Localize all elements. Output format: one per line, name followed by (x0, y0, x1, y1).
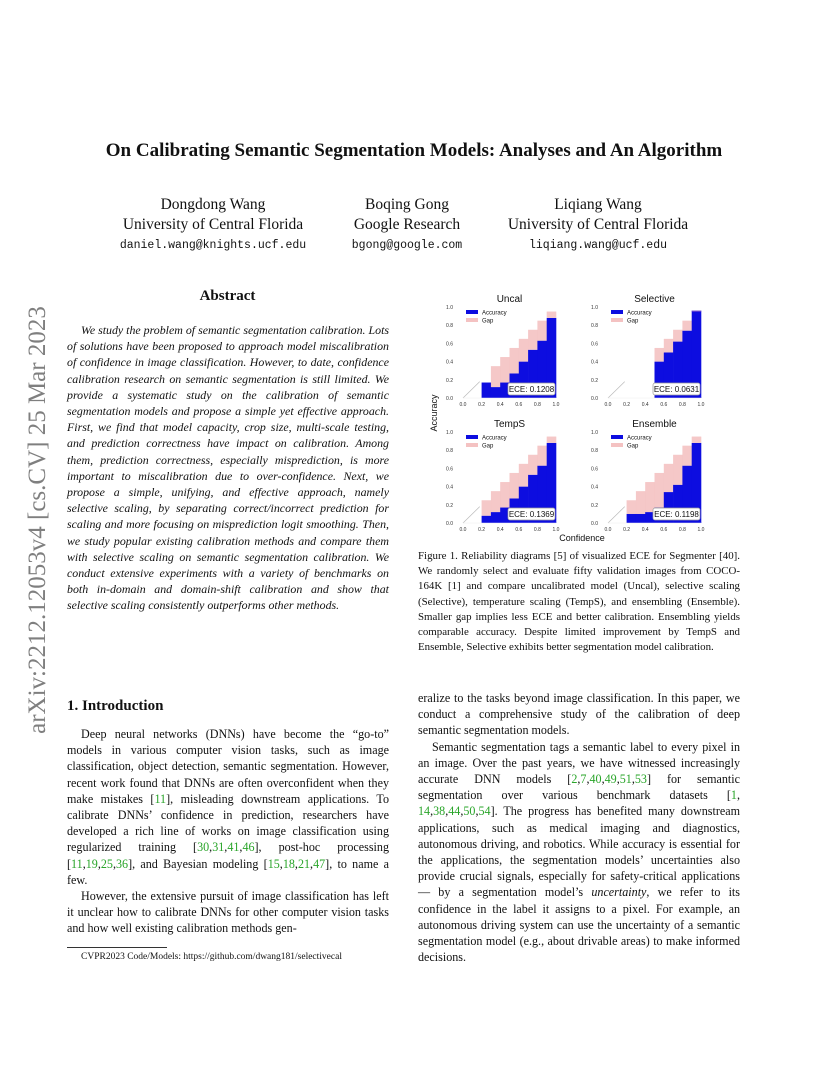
legend-label: Gap (482, 318, 494, 325)
paragraph: eralize to the tasks beyond image classification. In this paper, we conduct a comprehensive study of the calibration of deep semantic segmentation models. (418, 691, 740, 738)
x-tick-label: 1.0 (552, 402, 560, 408)
accuracy-bar (491, 387, 501, 398)
legend-swatch-gap (466, 318, 478, 322)
footnote-rule (67, 947, 167, 948)
x-tick-label: 0.2 (478, 402, 486, 408)
gap-bar (673, 455, 683, 485)
gap-bar (519, 464, 529, 487)
reliability-diagram (591, 419, 705, 533)
section-heading: 1. Introduction (67, 698, 164, 714)
x-tick-label: 1.0 (697, 527, 705, 533)
x-tick-label: 0.6 (660, 527, 668, 533)
y-axis-label: Accuracy (429, 394, 439, 432)
y-tick-label: 0.4 (591, 359, 598, 366)
x-tick-label: 0.8 (678, 527, 686, 533)
gap-bar (692, 437, 702, 443)
gap-bar (682, 446, 692, 466)
gap-bar (537, 446, 547, 466)
gap-bar (500, 357, 510, 382)
x-tick-label: 1.0 (697, 402, 705, 408)
y-tick-label: 0.2 (591, 377, 598, 384)
x-tick-label: 0.8 (533, 527, 541, 533)
accuracy-bar (491, 512, 501, 523)
y-tick-label: 0.0 (591, 521, 598, 527)
gap-bar (510, 348, 520, 373)
y-tick-label: 0.8 (446, 448, 453, 455)
legend-swatch-gap (611, 318, 623, 322)
x-tick-label: 0.8 (533, 402, 541, 408)
legend-swatch-gap (611, 443, 623, 447)
author-email: liqiang.wang@ucf.edu (528, 239, 668, 252)
diagonal-line (463, 382, 480, 398)
paragraph: Semantic segmentation tags a semantic label to every pixel in an image. Over the past years, we have witnessed increasingly accurate DNN models [2,7,40,49,51,53] for semantic segmentation over various benchmark datasets [1, 14,38,44,50,54]. The progress has benefited many downstream applications, such as medical imaging and diagnostics, autonomous driving, and robotics. While accuracy is essential for the applications, the segmentation models’ uncertainties also provide crucial signals, especially for safety-critical applications — by a segmentation model’s uncertainty, we refer to its confidence in the label it assigns to a pixel. For example, an autonomous driving system can use the uncertainty of a semantic segmentation model (e.g., about drivable areas) to make informed decisions. (418, 739, 740, 965)
y-tick-label: 0.6 (591, 466, 598, 473)
gap-bar (673, 330, 683, 342)
y-tick-label: 1.0 (591, 430, 598, 436)
gap-bar (655, 348, 665, 362)
accuracy-bar (627, 514, 637, 523)
x-tick-label: 0.2 (623, 402, 631, 408)
gap-bar (547, 312, 557, 318)
legend-swatch-accuracy (611, 435, 623, 439)
gap-bar (491, 491, 501, 512)
legend (611, 435, 652, 450)
x-tick-label: 0.8 (678, 402, 686, 408)
paragraph: However, the extensive pursuit of image classification has left it unclear how to calibrate DNNs for other computer vision tasks and how well existing calibration methods gen- (67, 889, 389, 936)
legend (466, 310, 507, 325)
gap-bar (510, 473, 520, 498)
abstract-body (67, 322, 389, 614)
abstract-text: We study the problem of semantic segmentation calibration. Lots of solutions have been proposed to approach model miscalibration of confidence in image classification. However, to date, confidence calibration research on semantic segmentation is still limited. We provide a systematic study on the calibration of semantic segmentation models and propose a simple yet effective approach. First, we find that model capacity, crop size, multi-scale testing, and prediction correctness have impact on calibration. Among them, prediction correctness, especially misprediction, is more important to miscalibration due to over-confidence. Next, we propose a simple, unifying, and effective approach, namely selective scaling, by separating correct/incorrect prediction for scaling and more focusing on misprediction logit smoothing. Then, we study popular existing calibration methods and compare them with selective scaling on semantic segmentation calibration. We conduct extensive experiments with a variety of benchmarks on both in-domain and domain-shift calibration and show that selective scaling consistently outperforms other methods. (67, 323, 389, 613)
gap-bar (491, 366, 501, 387)
x-tick-label: 0.4 (641, 402, 649, 408)
gap-bar (664, 339, 674, 353)
legend-swatch-accuracy (466, 310, 478, 314)
x-tick-label: 0.0 (459, 402, 467, 408)
y-tick-label: 0.2 (591, 502, 598, 509)
y-tick-label: 0.8 (591, 323, 598, 330)
x-tick-label: 0.2 (478, 527, 486, 533)
author-name: Dongdong Wang (160, 196, 266, 213)
accuracy-bar (636, 514, 646, 523)
y-tick-label: 0.6 (446, 466, 453, 473)
y-tick-label: 1.0 (591, 305, 598, 311)
legend-swatch-accuracy (466, 435, 478, 439)
y-tick-label: 0.8 (446, 323, 453, 330)
y-tick-label: 0.0 (446, 521, 453, 527)
author-name: Liqiang Wang (554, 196, 642, 213)
overlap-bar (692, 311, 702, 312)
gap-bar (645, 482, 655, 512)
y-tick-label: 1.0 (446, 430, 453, 436)
author-email: daniel.wang@knights.ucf.edu (119, 239, 307, 252)
x-tick-label: 0.6 (515, 402, 523, 408)
gap-bar (547, 437, 557, 443)
y-tick-label: 0.0 (591, 396, 598, 402)
gap-bar (655, 473, 665, 508)
y-tick-label: 0.4 (591, 484, 598, 491)
legend-label: Accuracy (627, 435, 652, 442)
author-email: bgong@google.com (351, 239, 463, 252)
accuracy-bar (482, 383, 492, 398)
x-tick-label: 0.4 (641, 527, 649, 533)
x-tick-label: 0.6 (660, 402, 668, 408)
legend-swatch-accuracy (611, 310, 623, 314)
x-tick-label: 0.4 (496, 527, 504, 533)
accuracy-bar (482, 516, 492, 523)
intro-right-column (418, 690, 740, 965)
author-affiliation: University of Central Florida (507, 216, 689, 233)
gap-bar (519, 339, 529, 362)
gap-bar (682, 321, 692, 331)
arxiv-id: arXiv:2212.12053v4 [cs.CV] 25 Mar 2023 (24, 306, 51, 734)
legend-label: Accuracy (627, 310, 652, 317)
y-tick-label: 0.2 (446, 502, 453, 509)
gap-bar (500, 482, 510, 507)
figure-caption: Figure 1. Reliability diagrams [5] of visualized ECE for Segmenter [40]. We randomly select and evaluate fifty validation images from COCO-164K [1] and compare uncalibrated model (Uncal), selective scaling (Selective), temperature scaling (TempS), and ensembling (Ensemble). Smaller gap implies less ECE and better calibration. Ensembling yields comparable accuracy. Despite limited improvement by TempS and Ensemble, Selective exhibits better segmentation model calibration. (418, 550, 740, 654)
gap-bar (636, 491, 646, 514)
ece-label: ECE: 0.1208 (508, 385, 555, 394)
author-name: Boqing Gong (365, 196, 449, 213)
diagram-title: Selective (634, 294, 675, 305)
footnote: CVPR2023 Code/Models: https://github.com/dwang181/selectivecal (81, 952, 342, 962)
x-tick-label: 1.0 (552, 527, 560, 533)
author-affiliation: University of Central Florida (122, 216, 304, 233)
gap-bar (664, 464, 674, 492)
y-tick-label: 1.0 (446, 305, 453, 311)
legend-label: Accuracy (482, 435, 507, 442)
author-3 (483, 195, 713, 256)
y-tick-label: 0.4 (446, 484, 453, 491)
y-tick-label: 0.2 (446, 377, 453, 384)
diagonal-line (463, 507, 480, 523)
legend-label: Accuracy (482, 310, 507, 317)
x-axis-label: Confidence (559, 533, 605, 543)
x-tick-label: 0.4 (496, 402, 504, 408)
reliability-diagram (591, 294, 705, 408)
x-tick-label: 0.0 (604, 527, 612, 533)
x-tick-label: 0.0 (459, 527, 467, 533)
y-tick-label: 0.0 (446, 396, 453, 402)
reliability-diagrams-figure (418, 288, 740, 546)
y-tick-label: 0.8 (591, 448, 598, 455)
x-tick-label: 0.6 (515, 527, 523, 533)
gap-bar (528, 330, 538, 350)
diagonal-line (608, 382, 625, 398)
reliability-diagram (446, 294, 560, 408)
diagonal-line (608, 507, 625, 523)
y-tick-label: 0.6 (591, 341, 598, 348)
gap-bar (482, 500, 492, 515)
abstract-heading: Abstract (199, 288, 256, 304)
y-tick-label: 0.4 (446, 359, 453, 366)
reliability-diagram (446, 419, 560, 533)
legend-swatch-gap (466, 443, 478, 447)
gap-bar (528, 455, 538, 475)
ece-label: ECE: 0.1198 (654, 510, 699, 519)
diagram-title: Uncal (496, 294, 523, 305)
legend (611, 310, 652, 325)
paragraph: Deep neural networks (DNNs) have become the “go-to” models in various computer vision tasks, such as image classification, object detection, semantic segmentation. However, recent work found that DNNs are often overconfident when they make mistakes [11], misleading downstream applications. To calibrate DNNs’ confidence in prediction, researchers have developed a rich line of works on image classification using regularized training [30,31,41,46], post-hoc processing [11,19,25,36], and Bayesian modeling [15,18,21,47], to name a few. (67, 727, 389, 887)
legend-label: Gap (627, 318, 639, 325)
x-tick-label: 0.0 (604, 402, 612, 408)
gap-bar (627, 500, 637, 514)
author-affiliation: Google Research (353, 216, 461, 233)
gap-bar (537, 321, 547, 341)
legend-label: Gap (482, 443, 494, 450)
intro-left-column (67, 726, 389, 937)
ece-label: ECE: 0.0631 (653, 385, 700, 394)
paper-title: On Calibrating Semantic Segmentation Models: Analyses and An Algorithm (105, 140, 723, 161)
legend-label: Gap (627, 443, 639, 450)
x-tick-label: 0.2 (623, 527, 631, 533)
diagram-title: Ensemble (632, 419, 677, 430)
legend (466, 435, 507, 450)
diagram-title: TempS (493, 419, 526, 430)
ece-label: ECE: 0.1369 (508, 510, 555, 519)
y-tick-label: 0.6 (446, 341, 453, 348)
